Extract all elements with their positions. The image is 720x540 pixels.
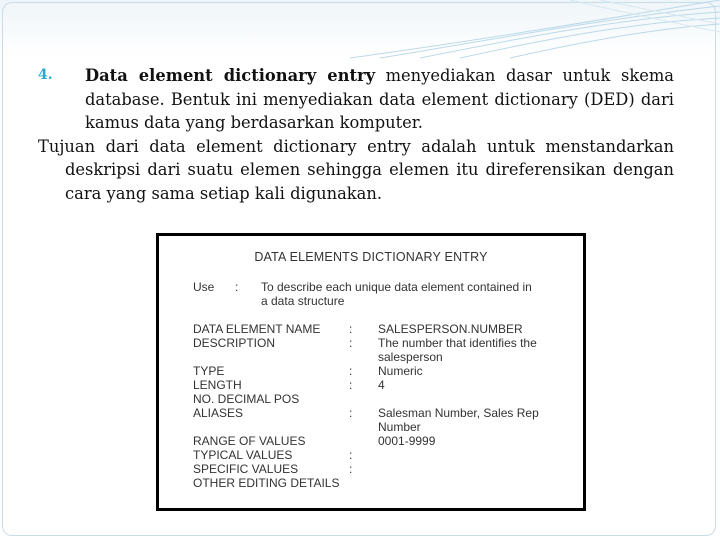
row-value: SALESPERSON.NUMBER bbox=[378, 322, 523, 336]
row-value: Numeric bbox=[378, 364, 423, 378]
row-label: OTHER EDITING DETAILS bbox=[193, 476, 340, 490]
paragraph-line3: dari kamus data yang berdasarkan komputer. bbox=[85, 89, 674, 132]
row-value: Salesman Number, Sales Rep bbox=[378, 406, 539, 420]
paragraph-ded-intro bbox=[38, 64, 674, 135]
row-label: ALIASES bbox=[193, 406, 244, 420]
row-label: SPECIFIC VALUES bbox=[193, 462, 299, 476]
row-label: DATA ELEMENT NAME bbox=[193, 322, 321, 336]
ded-table-image bbox=[156, 233, 586, 511]
row-label: RANGE OF VALUES bbox=[193, 434, 306, 448]
row-colon: : bbox=[349, 462, 353, 476]
row-label: LENGTH bbox=[193, 378, 242, 392]
paragraph-ded-purpose: Tujuan dari data element dictionary entry adalah untuk menstandarkan deskripsi dari suatu elemen sehingga elemen itu direferensikan dengan cara yang sama setiap kali digunakan. bbox=[38, 136, 674, 203]
use-label: Use bbox=[193, 280, 215, 294]
row-colon: : bbox=[349, 364, 353, 378]
row-value: 0001-9999 bbox=[378, 434, 436, 448]
row-colon: : bbox=[349, 322, 353, 336]
row-value-cont: Number bbox=[378, 420, 421, 434]
decorative-swoosh-lines bbox=[340, 0, 720, 60]
row-colon: : bbox=[349, 378, 353, 392]
row-value: 4 bbox=[378, 378, 385, 392]
list-number: 4. bbox=[38, 67, 53, 83]
use-value-line2: a data structure bbox=[261, 294, 345, 308]
bold-term: Data element dictionary entry bbox=[85, 66, 376, 85]
row-label: TYPE bbox=[193, 364, 225, 378]
ded-title: DATA ELEMENTS DICTIONARY ENTRY bbox=[254, 250, 488, 264]
paragraph-line1-rest: menyediakan dasar untuk skema bbox=[375, 66, 674, 85]
row-colon: : bbox=[349, 406, 353, 420]
use-colon: : bbox=[235, 280, 239, 294]
slide-body-text bbox=[38, 64, 674, 205]
row-value: The number that identifies the bbox=[378, 336, 537, 350]
paragraph-line2: database. Bentuk ini menyediakan data element dictionary (DED) bbox=[85, 89, 635, 109]
row-colon: : bbox=[349, 448, 353, 462]
row-label: TYPICAL VALUES bbox=[193, 448, 293, 462]
row-colon: : bbox=[349, 336, 353, 350]
row-label: DESCRIPTION bbox=[193, 336, 276, 350]
use-value-line1: To describe each unique data element contained in bbox=[261, 280, 532, 294]
row-value-cont: salesperson bbox=[378, 350, 443, 364]
row-label: NO. DECIMAL POS bbox=[193, 392, 300, 406]
